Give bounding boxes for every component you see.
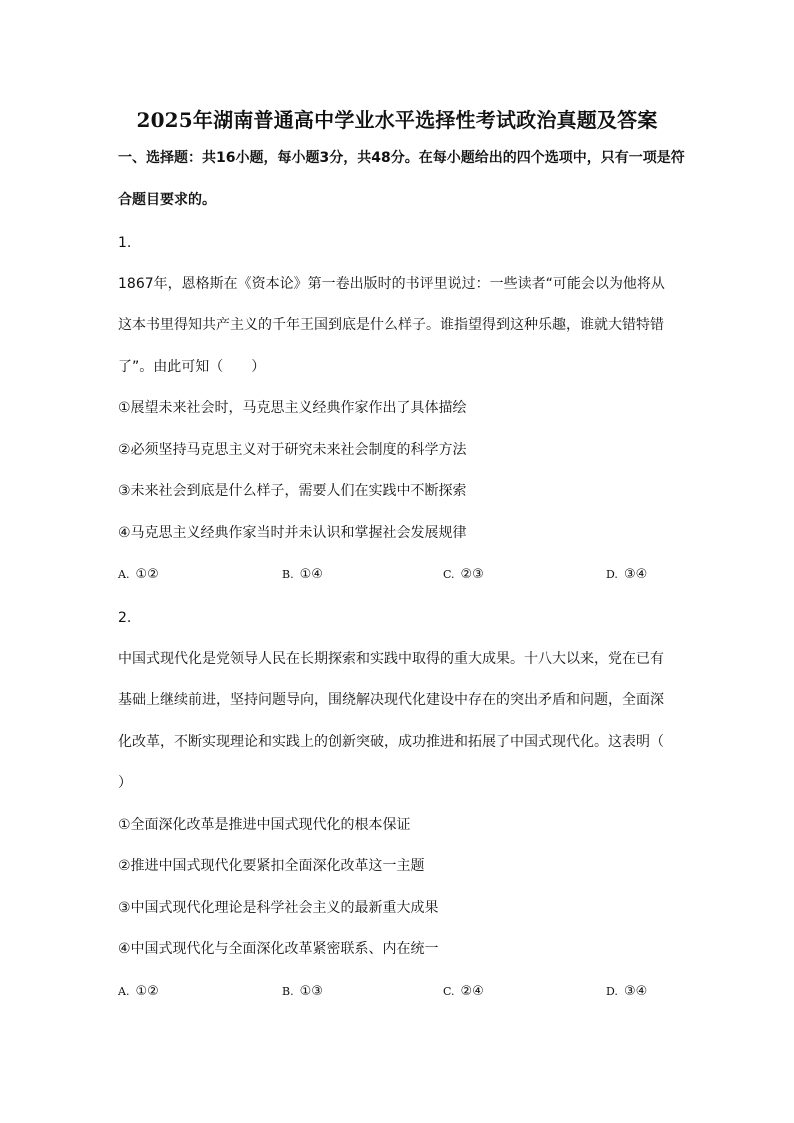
question-2-statement-4: ④中国式现代化与全面深化改革紧密联系、内在统一 xyxy=(118,941,439,957)
option-text: ③④ xyxy=(623,567,648,582)
option-letter: C. xyxy=(443,568,455,581)
question-2-option-a xyxy=(118,983,159,1001)
option-letter: A. xyxy=(118,568,130,581)
question-1-statement-4: ④马克思主义经典作家当时并未认识和掌握社会发展规律 xyxy=(118,525,467,541)
question-2-statement-2: ②推进中国式现代化要紧扣全面深化改革这一主题 xyxy=(118,858,425,874)
question-2-statement-1: ①全面深化改革是推进中国式现代化的根本保证 xyxy=(118,817,411,833)
question-2-stem-line-3: 化改革，不断实现理论和实践上的创新突破，成功推进和拓展了中国式现代化。这表明（ xyxy=(118,734,664,750)
question-1-statement-2: ②必须坚持马克思主义对于研究未来社会制度的科学方法 xyxy=(118,442,467,458)
question-2-option-d xyxy=(606,983,647,1001)
question-2-stem-line-2: 基础上继续前进，坚持问题导向，围绕解决现代化建设中存在的突出矛盾和问题，全面深 xyxy=(118,692,664,708)
question-2-stem-line-4: ） xyxy=(118,775,132,791)
section-header-line-2: 合题目要求的。 xyxy=(118,192,216,208)
option-text: ②④ xyxy=(460,984,484,999)
question-1-option-a xyxy=(118,566,159,584)
option-text: ①② xyxy=(135,567,159,582)
document-title: 2025年湖南普通高中学业水平选择性考试政治真题及答案 xyxy=(136,108,658,132)
option-letter: B. xyxy=(282,568,294,581)
question-1-option-d xyxy=(606,566,647,584)
section-header-line-1: 一、选择题：共16小题，每小题3分，共48分。在每小题给出的四个选项中，只有一项是符 xyxy=(118,150,685,166)
option-text: ③④ xyxy=(623,984,648,999)
option-text: ①② xyxy=(135,984,159,999)
question-1-option-c xyxy=(443,566,484,584)
question-1-option-b xyxy=(282,566,323,584)
option-letter: A. xyxy=(118,985,130,998)
question-1-stem-line-3: 了”。由此可知（ ） xyxy=(118,359,266,375)
question-2-statement-3: ③中国式现代化理论是科学社会主义的最新重大成果 xyxy=(118,900,439,916)
option-letter: D. xyxy=(606,985,618,998)
question-1-stem-line-2: 这本书里得知共产主义的千年王国到底是什么样子。谁指望得到这种乐趣，谁就大错特错 xyxy=(118,317,664,333)
question-2-stem-line-1: 中国式现代化是党领导人民在长期探索和实践中取得的重大成果。十八大以来，党在已有 xyxy=(118,651,664,667)
question-1-statement-1: ①展望未来社会时，马克思主义经典作家作出了具体描绘 xyxy=(118,400,467,416)
question-1-statement-3: ③未来社会到底是什么样子，需要人们在实践中不断探索 xyxy=(118,483,467,499)
question-1-stem-line-1: 1867年，恩格斯在《资本论》第一卷出版时的书评里说过：一些读者“可能会以为他将从 xyxy=(118,276,665,292)
option-text: ②③ xyxy=(460,567,484,582)
option-letter: C. xyxy=(443,985,455,998)
option-letter: D. xyxy=(606,568,618,581)
option-text: ①④ xyxy=(299,567,323,582)
question-2-number: 2. xyxy=(118,610,132,626)
option-letter: B. xyxy=(282,985,294,998)
question-1-number: 1. xyxy=(118,235,132,251)
question-2-option-b xyxy=(282,983,323,1001)
question-2-option-c xyxy=(443,983,484,1001)
option-text: ①③ xyxy=(299,984,323,999)
